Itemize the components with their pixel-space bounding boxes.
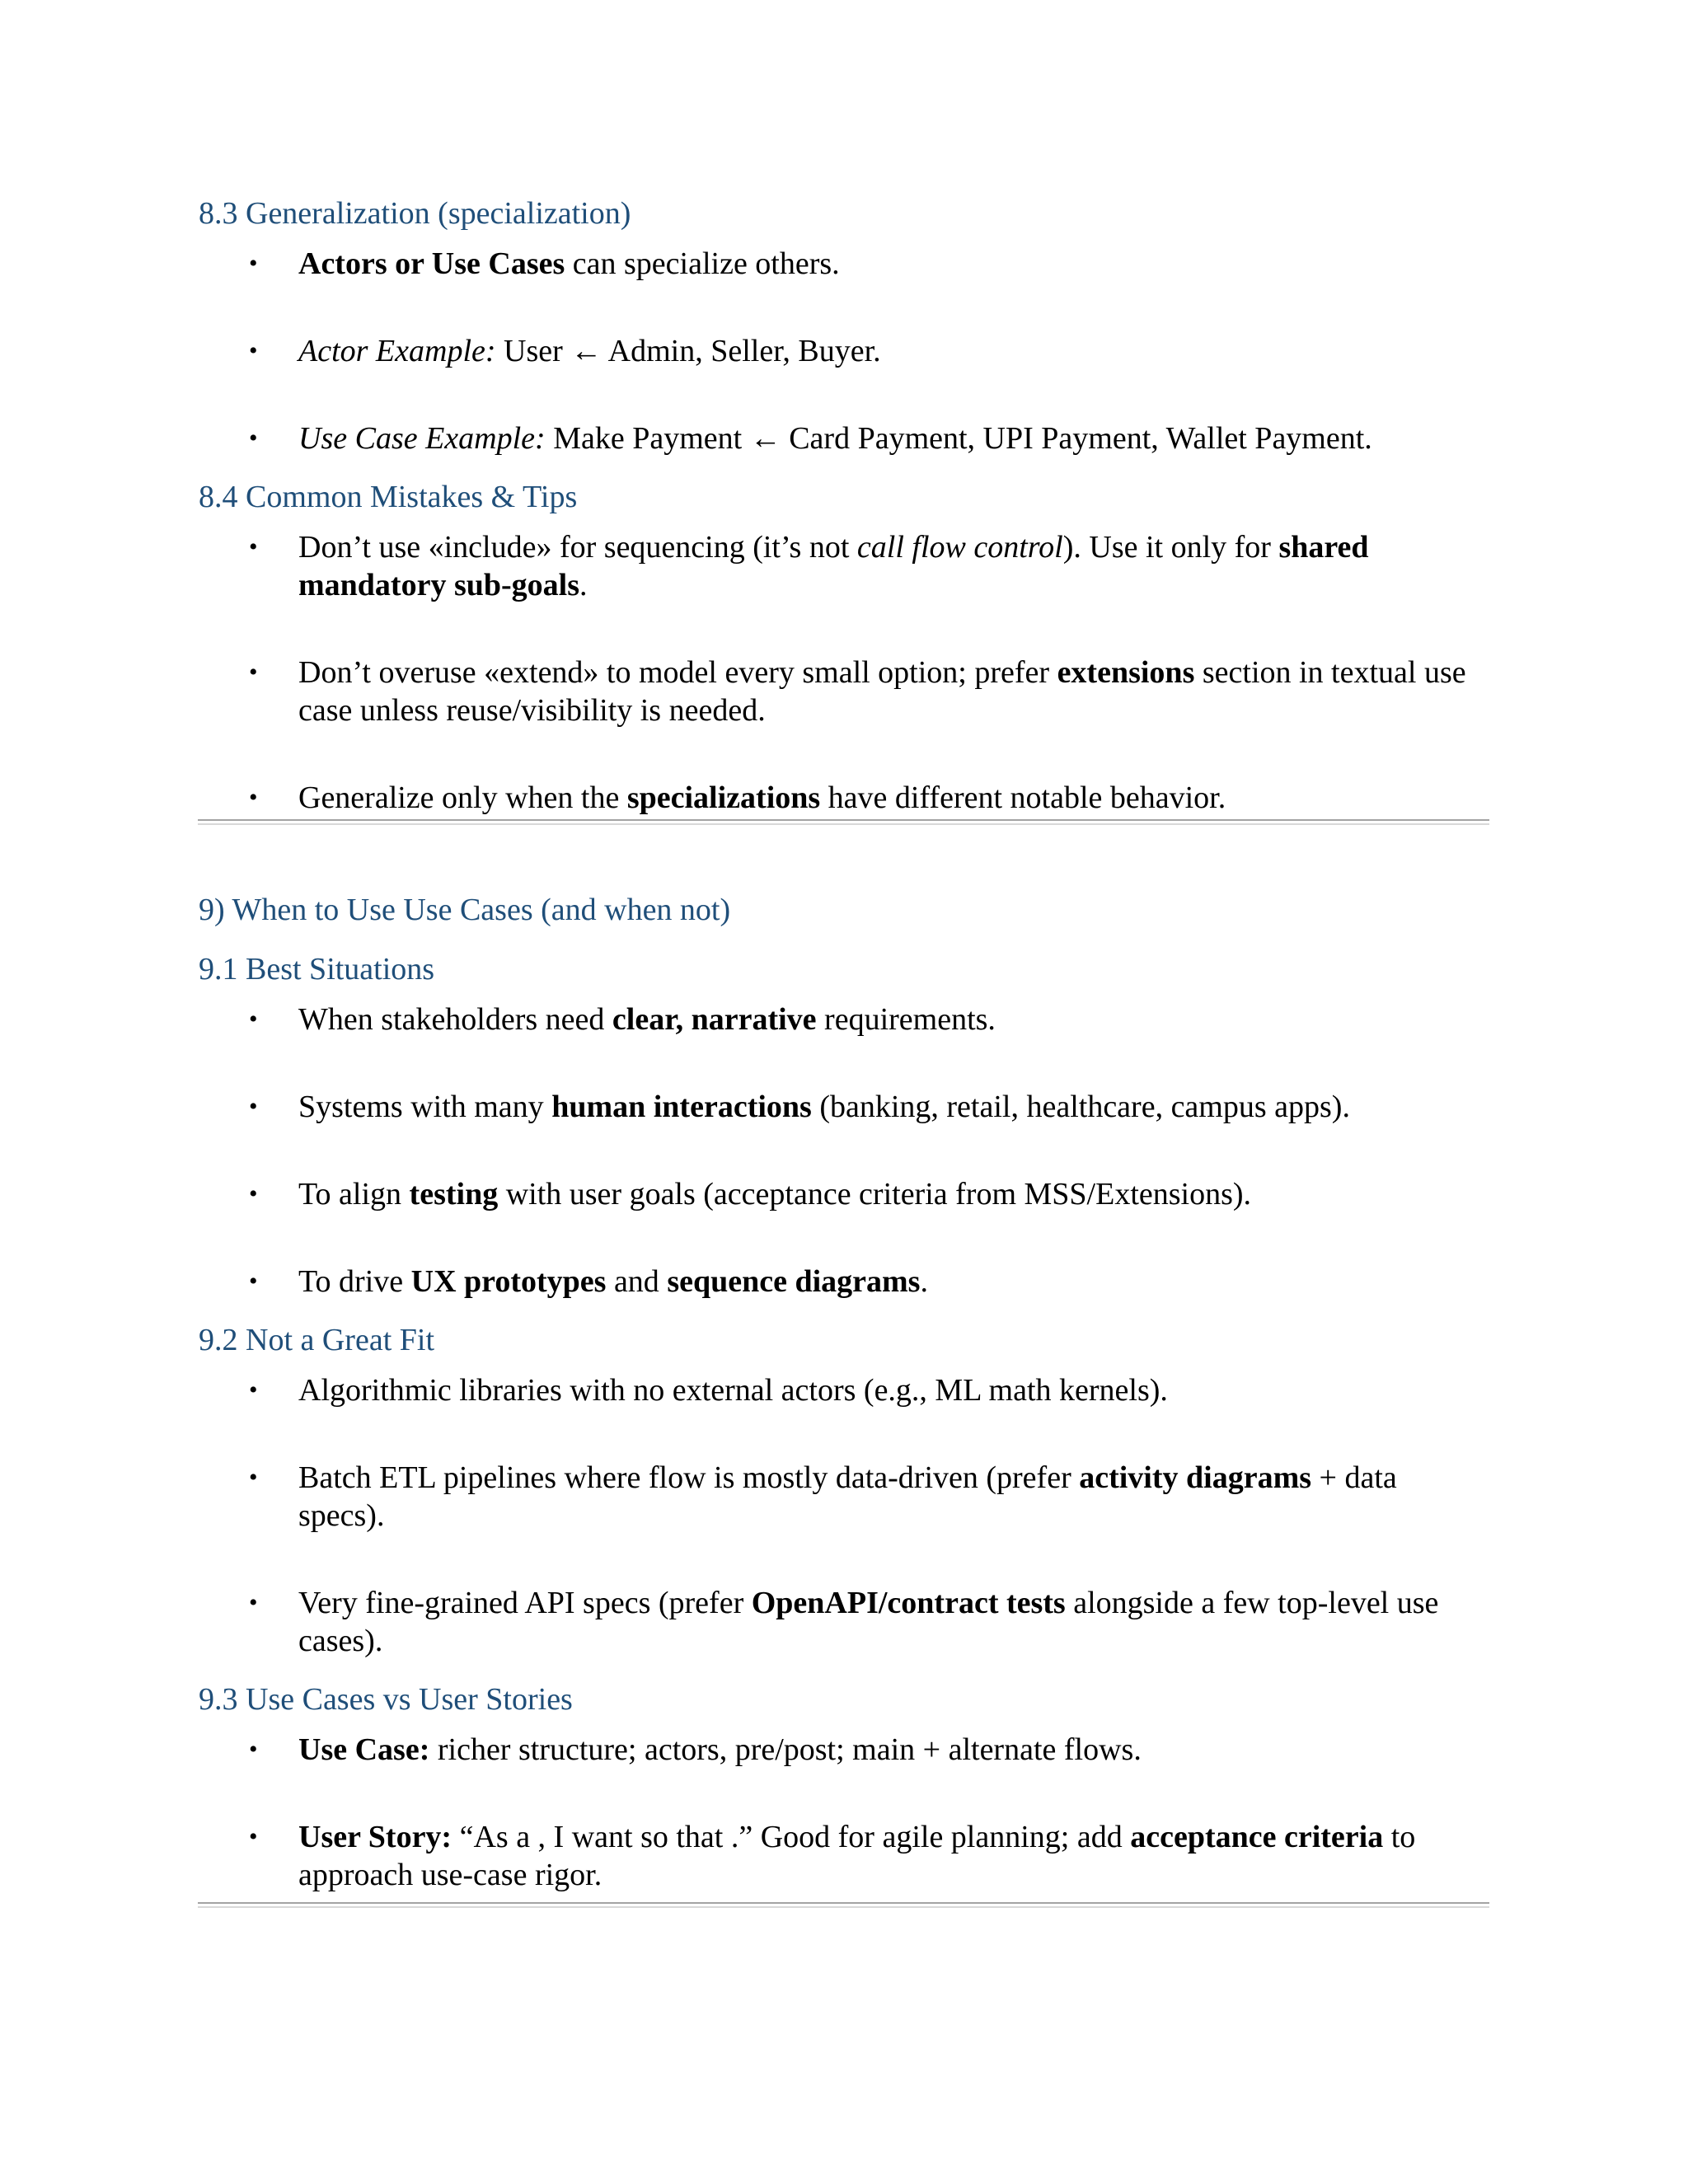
bullet-icon: • xyxy=(249,1464,258,1491)
bullet-icon: • xyxy=(249,1093,258,1120)
list-item: • Don’t overuse «extend» to model every small option; prefer extensions section in textual use case unless reuse/visibility is needed. xyxy=(249,655,1466,728)
bullet-icon: • xyxy=(249,1005,258,1033)
bullet-icon: • xyxy=(249,1180,258,1207)
list-item: • Actor Example: User ← Admin, Seller, Buyer. xyxy=(249,334,881,368)
bullet-icon: • xyxy=(249,658,258,686)
list-item: • When stakeholders need clear, narrative requirements. xyxy=(249,1002,996,1037)
section-heading-8-4: 8.4 Common Mistakes & Tips xyxy=(199,480,578,514)
list-item: • Batch ETL pipelines where flow is mostly data-driven (prefer activity diagrams + data specs). xyxy=(249,1460,1397,1533)
section-heading-9-2: 9.2 Not a Great Fit xyxy=(199,1323,435,1357)
list-item: • Very fine-grained API specs (prefer OpenAPI/contract tests alongside a few top-level use cases). xyxy=(249,1586,1439,1658)
section-heading-8-3: 8.3 Generalization (specialization) xyxy=(199,196,631,231)
bullet-icon: • xyxy=(249,1736,258,1763)
bullet-icon: • xyxy=(249,784,258,811)
list-item: • To align testing with user goals (acceptance criteria from MSS/Extensions). xyxy=(249,1177,1252,1212)
list-item: • Don’t use «include» for sequencing (it’s not call flow control). Use it only for shared mandatory sub-goals. xyxy=(249,530,1369,602)
list-item: • Generalize only when the specializations have different notable behavior. xyxy=(249,780,1226,815)
list-item: • Algorithmic libraries with no external actors (e.g., ML math kernels). xyxy=(249,1373,1168,1408)
bullet-icon: • xyxy=(249,1589,258,1616)
bullet-icon: • xyxy=(249,1268,258,1295)
list-item: • To drive UX prototypes and sequence diagrams. xyxy=(249,1264,928,1299)
bullet-icon: • xyxy=(249,337,258,364)
list-item: • Systems with many human interactions (banking, retail, healthcare, campus apps). xyxy=(249,1090,1350,1124)
bullet-icon: • xyxy=(249,1376,258,1404)
list-item: • Actors or Use Cases can specialize others. xyxy=(249,246,840,281)
section-heading-9: 9) When to Use Use Cases (and when not) xyxy=(199,893,731,927)
section-heading-9-3: 9.3 Use Cases vs User Stories xyxy=(199,1682,573,1717)
section-heading-9-1: 9.1 Best Situations xyxy=(199,952,435,987)
list-item: • Use Case: richer structure; actors, pre/post; main + alternate flows. xyxy=(249,1732,1142,1767)
bullet-icon: • xyxy=(249,424,258,452)
horizontal-rule xyxy=(198,1902,1489,1908)
list-item: • User Story: “As a , I want so that .” Good for agile planning; add acceptance criteria to approach use-case rigor. xyxy=(249,1820,1416,1892)
bullet-icon: • xyxy=(249,533,258,560)
list-item: • Use Case Example: Make Payment ← Card Payment, UPI Payment, Wallet Payment. xyxy=(249,421,1372,456)
bullet-icon: • xyxy=(249,1823,258,1850)
bullet-icon: • xyxy=(249,250,258,277)
horizontal-rule xyxy=(198,819,1489,825)
